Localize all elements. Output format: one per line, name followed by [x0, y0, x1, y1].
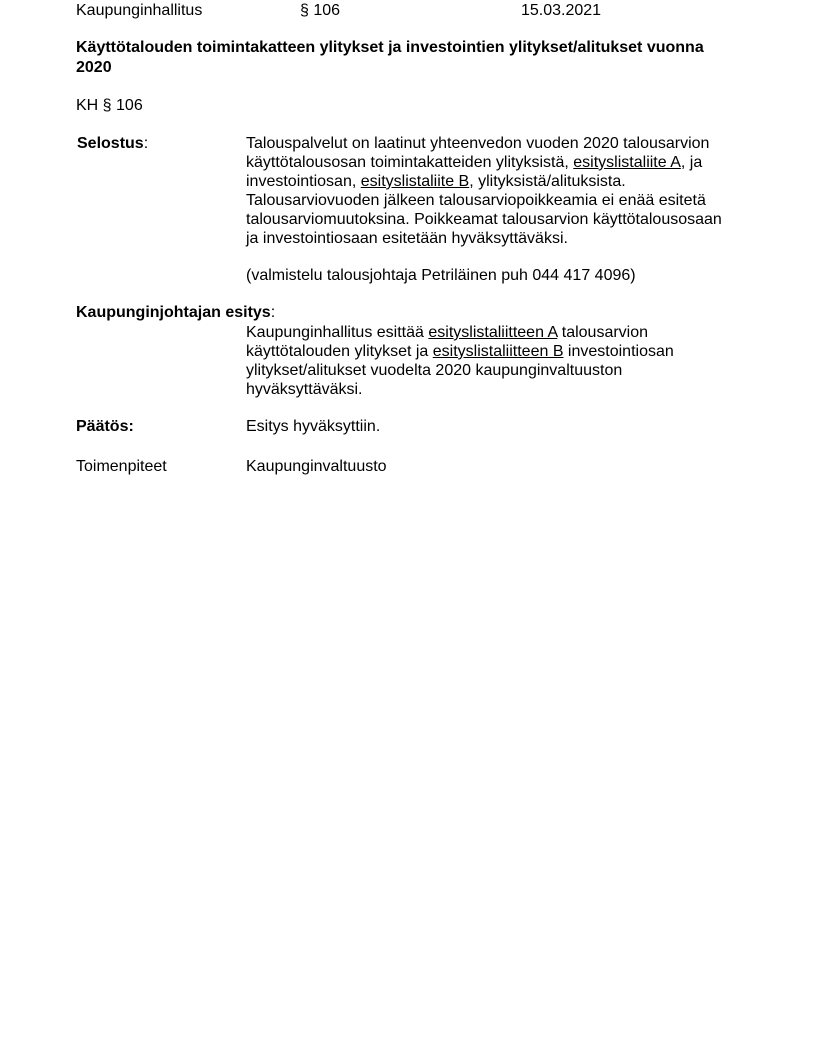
preparer-note: (valmistelu talousjohtaja Petriläinen puh 044 417 4096) [246, 267, 636, 284]
esitys-text-3: investointiosan ylitykset/alitukset vuodelta 2020 kaupunginvaltuuston hyväksyttäväksi. [246, 343, 674, 398]
header-section-number: § 106 [300, 2, 341, 19]
esitys-label-colon: : [270, 304, 276, 321]
attachment-b-link-2[interactable]: esityslistaliitteen B [432, 343, 564, 360]
selostus-text-3: , ylityksistä/alituksista. Talousarviovuoden jälkeen talousarviopoikkeamia ei enää esitetä talousarviomuutoksina. Poikkeamat talousarvion käyttötalousosaan ja investointiosaan esitetään hyväksyttäväksi. [246, 173, 722, 247]
header-date: 15.03.2021 [521, 2, 602, 19]
selostus-label-text: Selostus [77, 135, 144, 152]
esitys-label [76, 303, 275, 322]
esitys-text-2: talousarvion käyttötalouden ylitykset ja [246, 324, 649, 360]
paatos-text: Esitys hyväksyttiin. [246, 418, 381, 435]
esitys-paragraph [246, 323, 686, 399]
attachment-a-link-2[interactable]: esityslistaliitteen A [428, 324, 558, 341]
selostus-label-colon: : [143, 135, 149, 152]
document-title-line-2: 2020 [76, 59, 112, 76]
esitys-text-1: Kaupunginhallitus esittää [246, 324, 429, 341]
document-title-line-1: Käyttötalouden toimintakatteen ylitykset ja investointien ylitykset/alitukset vuonna [76, 39, 704, 56]
selostus-paragraph [246, 134, 728, 248]
attachment-a-link[interactable]: esityslistaliite A [573, 154, 681, 171]
selostus-text-1: Talouspalvelut on laatinut yhteenvedon vuoden 2020 talousarvion käyttötalousosan toimintakatteiden ylityksistä, [246, 135, 710, 171]
section-reference: KH § 106 [76, 97, 143, 114]
toimenpiteet-label: Toimenpiteet [76, 458, 167, 475]
paatos-label: Päätös: [76, 418, 134, 435]
header-body-name: Kaupunginhallitus [76, 2, 203, 19]
selostus-label [77, 134, 148, 153]
selostus-text-2: , ja investointiosan, [246, 154, 703, 190]
esitys-label-text: Kaupunginjohtajan esitys [76, 304, 271, 321]
attachment-b-link[interactable]: esityslistaliite B [360, 173, 470, 190]
toimenpiteet-text: Kaupunginvaltuusto [246, 458, 387, 475]
